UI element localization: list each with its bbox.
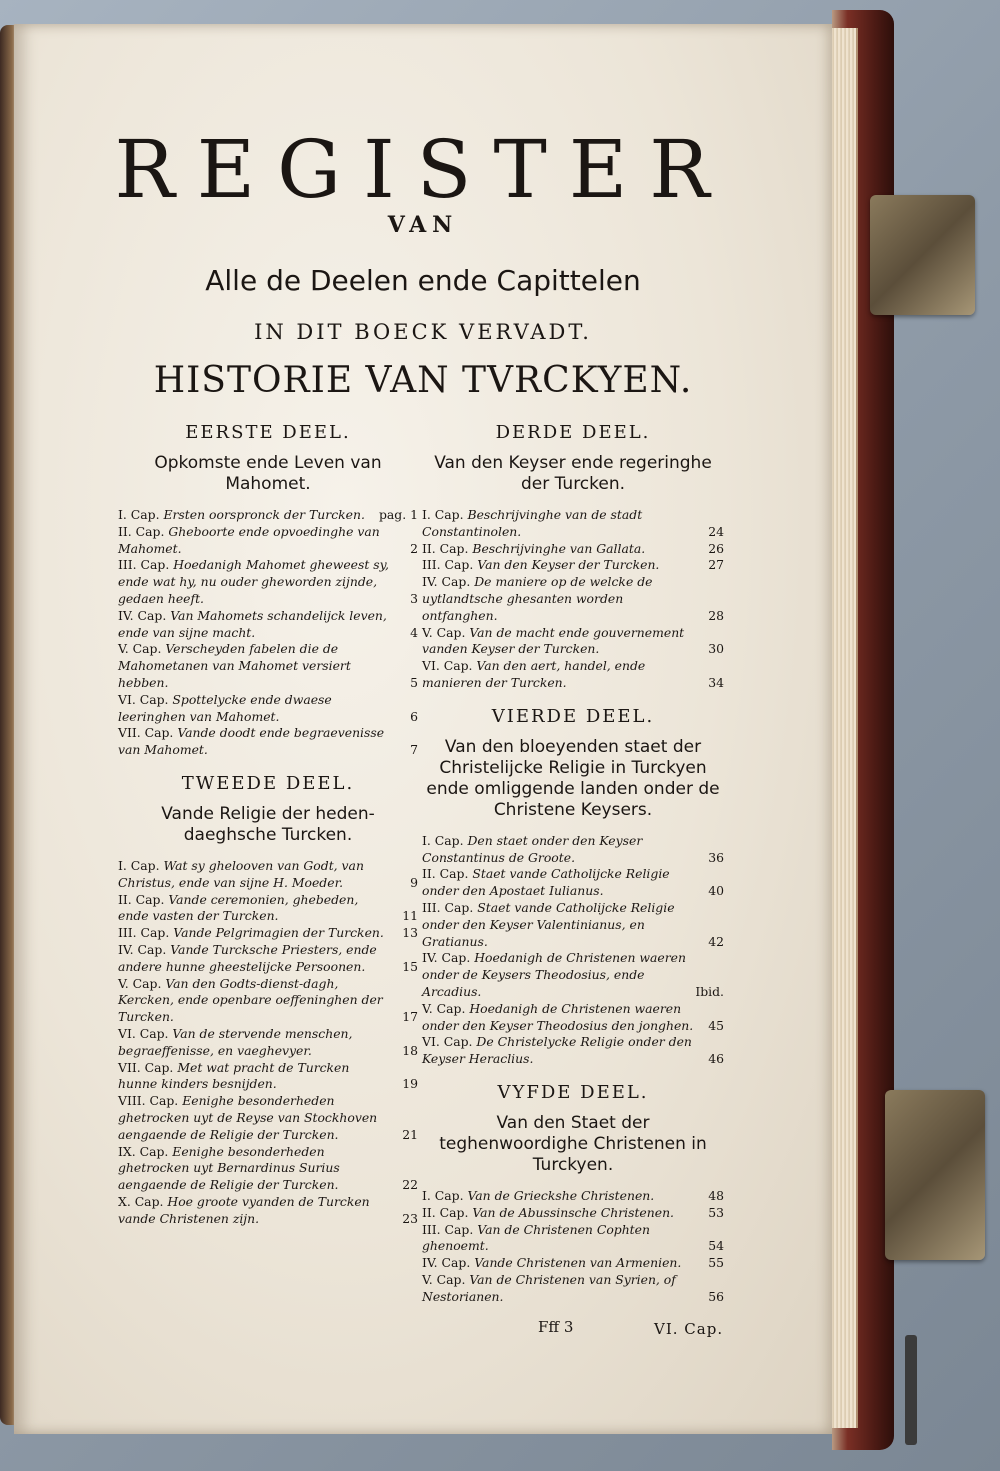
chapter-text (118, 1093, 392, 1143)
chapter-title: Wat sy ghelooven van Godt, van Christus, ende van sijne H. Moeder. (118, 857, 364, 890)
chapter-entry (422, 1222, 724, 1256)
chapter-number: III. Cap. (422, 899, 474, 915)
page-number: 22 (402, 1177, 418, 1193)
chapter-entry (118, 976, 418, 1026)
chapter-entry (118, 858, 418, 892)
chapter-number: I. Cap. (118, 857, 160, 873)
chapter-title: Hoe grootе vyanden de Turcken vande Christenen zijn. (118, 1193, 370, 1226)
chapter-number: IV. Cap. (118, 941, 167, 957)
chapter-text (118, 1194, 392, 1228)
left-column (118, 422, 418, 1227)
chapter-title: Van de macht ende gouvernement vanden Keyser der Turcken. (422, 624, 685, 657)
chapter-title: Van den Godts-dienst-dagh, Kercken, ende openbare oeffeninghen der Turcken. (118, 975, 383, 1025)
chapter-number: II. Cap. (118, 891, 165, 907)
chapter-title: Van den Keyser der Turcken. (477, 557, 660, 573)
chapter-title: Staet vande Catholijcke Religie onder den Keyser Valentinianus, en Gratianus. (422, 899, 675, 949)
chapter-title: Van de Christenen Cophten ghenoemt. (422, 1221, 650, 1254)
chapter-title: Vande doodt ende begraevenisse van Mahomet. (118, 725, 385, 758)
chapter-number: II. Cap. (422, 1204, 469, 1220)
chapter-text (422, 1188, 698, 1205)
chapter-title: Beschrijvinghe van Gallata. (472, 540, 646, 556)
chapter-number: IV. Cap. (118, 607, 167, 623)
chapter-title: Van de Grieckshe Christenen. (467, 1187, 655, 1203)
chapter-number: VI. Cap. (422, 658, 473, 674)
chapter-number: III. Cap. (118, 557, 170, 573)
subtitle: Alle de Deelen ende Capittelen (205, 264, 641, 297)
chapter-entry (422, 625, 724, 659)
subtitle-2: IN DIT BOECK VERVADT. (254, 320, 592, 344)
page-number: 42 (708, 933, 724, 949)
chapter-text (422, 900, 698, 950)
page-number: 28 (708, 607, 724, 623)
part-title: VIERDE DEEL. (491, 705, 655, 727)
chapter-entry (118, 892, 418, 926)
chapter-number: IV. Cap. (422, 1255, 471, 1271)
chapter-entry (422, 1255, 724, 1272)
chapter-entry (422, 574, 724, 624)
chapter-entry (118, 1060, 418, 1094)
chapter-text (118, 1026, 392, 1060)
clasp-hook (905, 1335, 917, 1445)
chapter-title: Hoedanigh de Christenen waeren onder den Keyser Theodosius den jonghen. (422, 1000, 694, 1033)
chapter-title: De Christelycke Religie onder den Keyser Heraclius. (422, 1034, 692, 1067)
page-number: 13 (402, 925, 418, 941)
page-number: 26 (708, 540, 724, 556)
page-number: 24 (708, 523, 724, 539)
chapter-number: I. Cap. (422, 507, 464, 522)
catchword: VI. Cap. (654, 1320, 724, 1338)
chapter-text (118, 692, 392, 726)
part-section (422, 706, 724, 1068)
chapter-number: V. Cap. (118, 641, 162, 657)
chapter-entry (422, 833, 724, 867)
chapter-text (118, 641, 392, 691)
part-title: EERSTE DEEL. (185, 422, 351, 443)
chapter-title: Hoedanigh de Christenen waeren onder de Keysers Theodosius, ende Arcadius. (422, 950, 686, 999)
chapter-number: I. Cap. (118, 507, 160, 522)
chapter-number: VII. Cap. (118, 1059, 174, 1075)
page-number: 5 (410, 674, 418, 690)
chapter-number: VI. Cap. (118, 691, 169, 707)
chapter-text (422, 658, 698, 692)
chapter-number: IV. Cap. (422, 574, 471, 590)
page-number: 21 (402, 1126, 418, 1142)
chapter-entry (118, 1194, 418, 1228)
chapter-entry (422, 507, 724, 541)
page-number: 3 (410, 590, 418, 606)
page-number: 19 (402, 1076, 418, 1092)
chapter-number: I. Cap. (422, 832, 464, 848)
section-gap (422, 692, 724, 706)
right-column (422, 422, 724, 1306)
chapter-text (422, 1222, 698, 1256)
chapter-entry (422, 1001, 724, 1035)
part-title: DERDE DEEL. (495, 422, 651, 443)
book-page (14, 24, 832, 1434)
chapter-text (422, 1272, 698, 1306)
chapter-text (422, 950, 691, 1000)
page-number: Ibid. (695, 983, 724, 999)
part-description: Vande Religie der heden-daeghsche Turcken. (161, 803, 375, 845)
part-description: Van den Keyser ende regeringhe der Turcken. (434, 453, 712, 494)
chapter-number: II. Cap. (422, 540, 469, 556)
chapter-entry (118, 641, 418, 691)
part-section (422, 1082, 724, 1306)
chapter-title: Staet vande Catholijcke Religie onder den Apostaet Iulianus. (422, 866, 670, 899)
chapter-entry (118, 524, 418, 558)
chapter-text (118, 524, 392, 558)
chapter-number: VIII. Cap. (118, 1093, 179, 1109)
chapter-number: IX. Cap. (118, 1143, 169, 1159)
part-section (422, 422, 724, 692)
chapter-title: Vande Turcksche Priesters, ende andere hunne gheestelijcke Persoonen. (118, 941, 377, 974)
page-number: 34 (708, 674, 724, 690)
page-number: 54 (708, 1238, 724, 1254)
chapter-entry (422, 541, 724, 558)
chapter-number: V. Cap. (422, 1271, 466, 1287)
page-number: 45 (708, 1017, 724, 1033)
chapter-text (422, 1205, 698, 1222)
chapter-entry (422, 900, 724, 950)
chapter-text (118, 608, 392, 642)
chapter-number: III. Cap. (118, 925, 170, 941)
chapter-number: II. Cap. (118, 523, 165, 539)
chapter-title: Met wat pracht de Turcken hunne kinders besnijden. (118, 1059, 350, 1092)
chapter-number: VI. Cap. (422, 1034, 473, 1050)
chapter-number: VII. Cap. (118, 725, 174, 741)
page-number: 48 (708, 1187, 724, 1203)
chapter-title: Vande Pelgrimagien der Turcken. (173, 925, 384, 941)
page-number: 56 (708, 1288, 724, 1304)
chapter-title: Spottelycke ende dwaese leeringhen van Mahomet. (118, 691, 332, 724)
page-number: 2 (410, 540, 418, 556)
chapter-number: III. Cap. (422, 557, 474, 573)
chapter-entry (422, 1272, 724, 1306)
page-number: 23 (402, 1210, 418, 1226)
chapter-entry (118, 507, 418, 524)
chapter-entry (422, 1034, 724, 1068)
chapter-text (118, 925, 392, 942)
chapter-text (422, 1001, 698, 1035)
page-number: 11 (402, 908, 418, 924)
chapter-title: Beschrijvinghe van de stadt Constantinolen. (422, 507, 643, 539)
page-number: 6 (410, 708, 418, 724)
chapter-text (422, 1255, 698, 1272)
chapter-number: II. Cap. (422, 866, 469, 882)
chapter-text (118, 942, 392, 976)
chapter-text (422, 541, 698, 558)
chapter-text (118, 1144, 392, 1194)
chapter-title: Van den aert, handel, ende manieren der Turcken. (422, 658, 646, 690)
page-number: 7 (410, 742, 418, 758)
chapter-number: X. Cap. (118, 1193, 164, 1209)
page-number: 9 (410, 874, 418, 890)
chapter-entry (118, 925, 418, 942)
part-section (118, 773, 418, 1228)
page-number: 15 (402, 958, 418, 974)
chapter-entry (118, 1144, 418, 1194)
chapter-title: Eenighe besonderheden ghetrocken uyt Bernardinus Surius aengaende de Religie der Turcken. (118, 1143, 340, 1193)
chapter-text (422, 625, 698, 659)
part-title: TWEEDE DEEL. (181, 772, 355, 794)
bottom-clasp (885, 1090, 985, 1260)
chapter-text (422, 557, 698, 574)
chapter-entry (422, 557, 724, 574)
chapter-entry (422, 1205, 724, 1222)
part-title: VYFDE DEEL. (497, 1081, 649, 1103)
chapter-title: Vande Christenen van Armenien. (474, 1255, 682, 1271)
chapter-text (118, 976, 392, 1026)
page-title: REGISTER (114, 123, 732, 216)
title-van: VAN (387, 212, 459, 238)
chapter-number: III. Cap. (422, 1221, 474, 1237)
chapter-entry (118, 608, 418, 642)
chapter-text (422, 574, 698, 624)
chapter-entry (422, 658, 724, 692)
page-number: 46 (708, 1051, 724, 1067)
page-number: 53 (708, 1204, 724, 1220)
chapter-text (118, 858, 392, 892)
part-description: Van den Staet der teghenwoordighe Christenen in Turckyen. (439, 1112, 707, 1175)
page-number: 18 (402, 1042, 418, 1058)
chapter-title: Hoedanigh Mahomet gheweest sy, ende wat hy, nu ouder gheworden zijnde, gedaen heeft. (118, 557, 389, 606)
chapter-title: De maniere op de welcke de uytlandtsche ghesanten worden ontfanghen. (422, 574, 653, 623)
chapter-title: Van Mahomets schandelijck leven, ende van sijne macht. (118, 607, 387, 640)
chapter-entry (118, 1026, 418, 1060)
page-number: 4 (410, 624, 418, 640)
chapter-number: IV. Cap. (422, 950, 471, 966)
part-description: Van den bloeyenden staet der Christelijcke Religie in Turckyen ende omliggende landen onder de Christene Keysers. (426, 736, 720, 820)
chapter-entry (422, 1188, 724, 1205)
chapter-title: Verscheyden fabelen die de Mahometanen van Mahomet versiert hebben. (118, 641, 351, 690)
chapter-title: Van de Christenen van Syrien, of Nestorianen. (422, 1271, 676, 1304)
chapter-text (118, 1060, 392, 1094)
chapter-text (118, 725, 392, 759)
part-section (118, 422, 418, 759)
page-number: 36 (708, 849, 724, 865)
chapter-entry (118, 557, 418, 607)
section-gap (422, 1068, 724, 1082)
page-number: 55 (708, 1255, 724, 1271)
chapter-text (118, 892, 392, 926)
page-number: 40 (708, 883, 724, 899)
chapter-title: Van de Abussinsche Christenen. (472, 1204, 674, 1220)
chapter-entry (118, 1093, 418, 1143)
signature-mark: Fff 3 (538, 1318, 574, 1336)
top-clasp (870, 195, 975, 315)
chapter-text (422, 833, 698, 867)
chapter-text (118, 557, 392, 607)
chapter-number: V. Cap. (422, 1000, 466, 1016)
chapter-title: Den staet onder den Keyser Constantinus de Groote. (422, 832, 643, 865)
page-number: 17 (402, 1009, 418, 1025)
chapter-number: V. Cap. (422, 624, 466, 640)
chapter-number: I. Cap. (422, 1187, 464, 1203)
chapter-number: V. Cap. (118, 975, 162, 991)
chapter-title: Ersten oorspronck der Turcken. (163, 507, 365, 522)
chapter-text (118, 507, 375, 524)
chapter-text (422, 866, 698, 900)
chapter-number: VI. Cap. (118, 1025, 169, 1041)
page-number: pag. 1 (378, 507, 418, 522)
page-number: 30 (708, 641, 724, 657)
chapter-text (422, 507, 698, 541)
chapter-title: Van de stervende menschen, begraeffenisse, en vaeghevyer. (118, 1025, 353, 1058)
history-heading: HISTORIE VAN TVRCKYEN. (153, 360, 693, 401)
section-gap (118, 759, 418, 773)
chapter-title: Vande ceremonien, ghebeden, ende vasten der Turcken. (118, 891, 359, 924)
chapter-entry (118, 725, 418, 759)
chapter-entry (118, 692, 418, 726)
chapter-title: Gheboorte ende opvoedinghe van Mahomet. (118, 523, 380, 556)
chapter-entry (422, 866, 724, 900)
chapter-title: Eenighe besonderheden ghetrocken uyt de Reyse van Stockhoven aengaende de Religie der Turcken. (118, 1093, 378, 1142)
chapter-entry (422, 950, 724, 1000)
page-number: 27 (708, 557, 724, 573)
chapter-text (422, 1034, 698, 1068)
chapter-entry (118, 942, 418, 976)
part-description: Opkomste ende Leven van Mahomet. (154, 453, 382, 494)
